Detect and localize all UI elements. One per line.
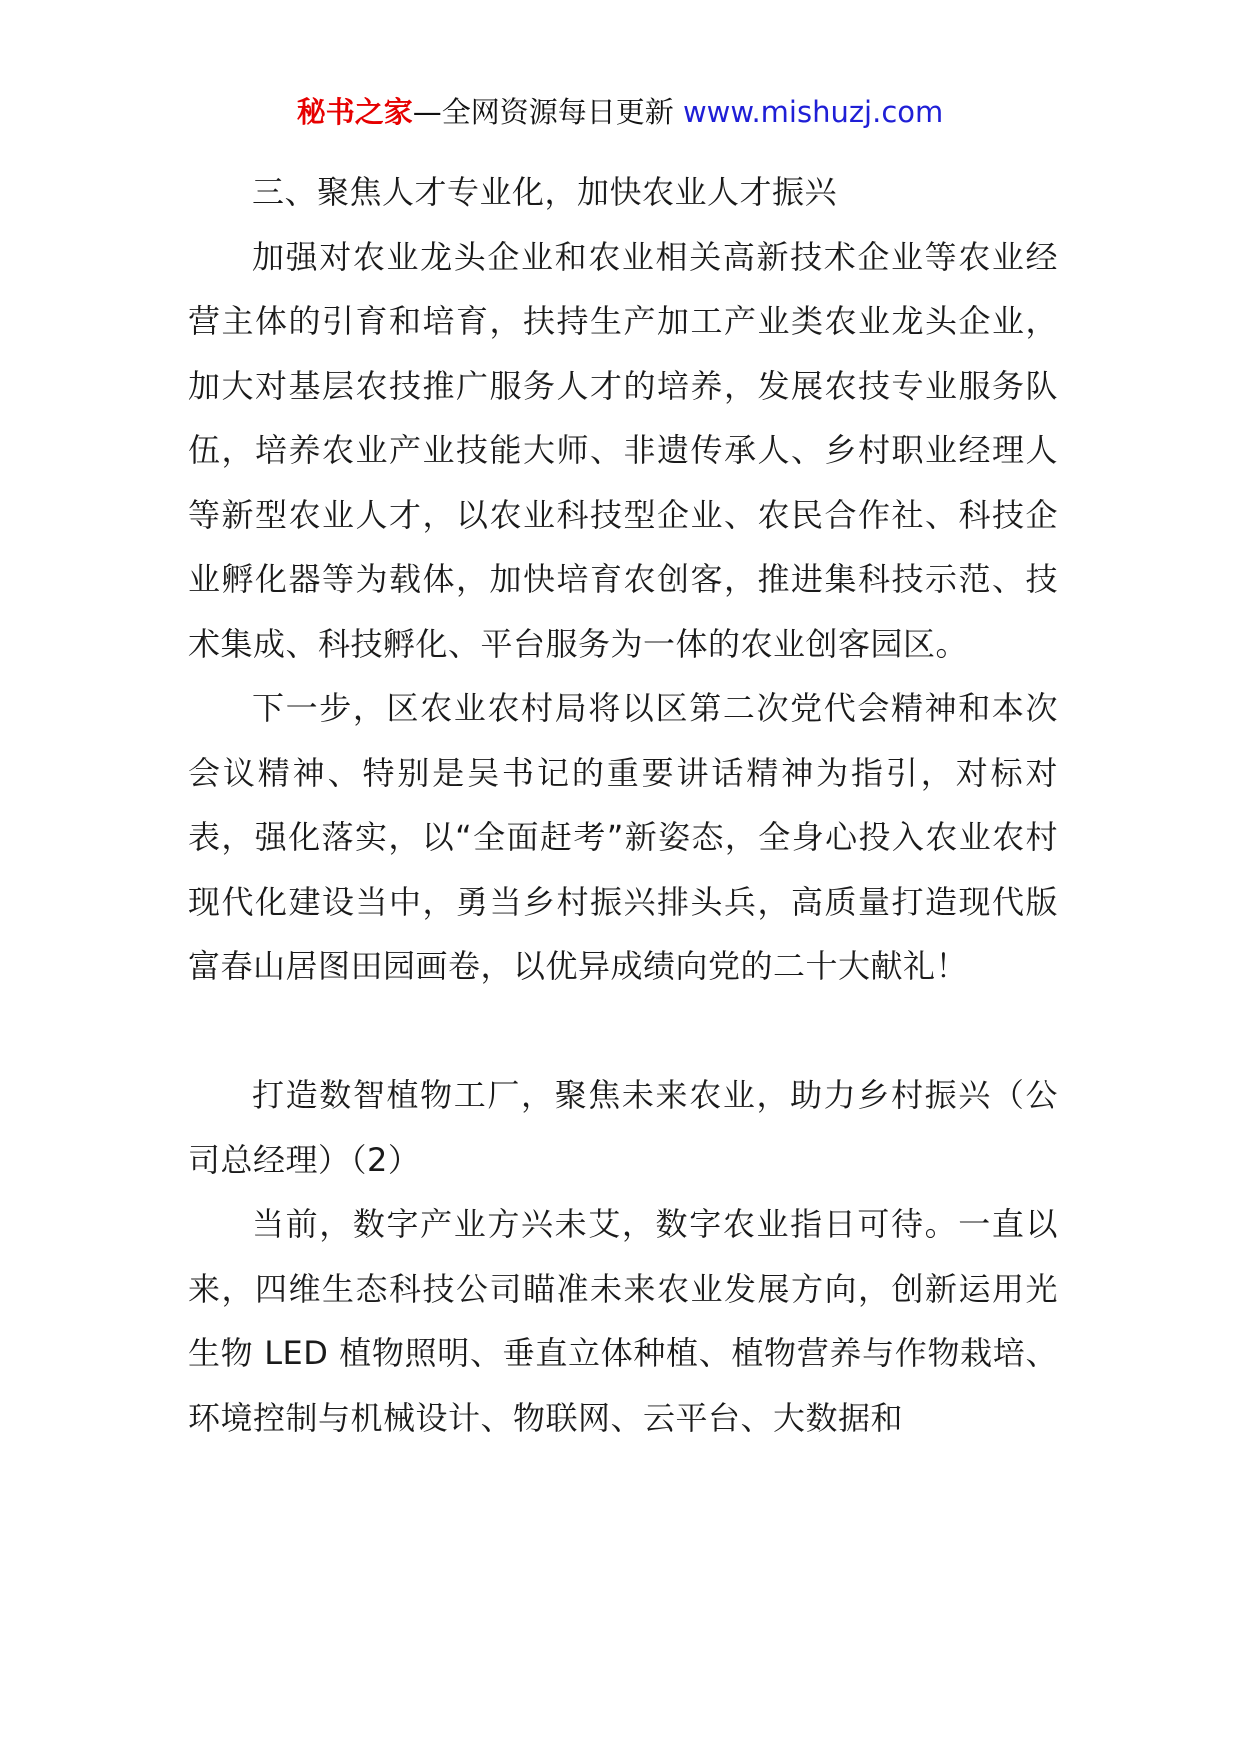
section-heading: 三、聚焦人才专业化，加快农业人才振兴	[252, 173, 838, 211]
site-header	[0, 92, 1240, 132]
brand-name: 秘书之家	[296, 95, 413, 129]
paragraph: 下一步，区农业农村局将以区第二次党代会精神和本次会议精神、特别是吴书记的重要讲话精神为指引，对标对表，强化落实，以“全面赶考”新姿态，全身心投入农业农村现代化建设当中，勇当乡村振兴排头兵，高质量打造现代版富春山居图田园画卷，以优异成绩向党的二十大献礼！	[188, 689, 1058, 985]
paragraph-spacer	[188, 999, 1058, 1064]
document-body	[188, 160, 1058, 1450]
site-url-link[interactable]: www.mishuzj.com	[682, 95, 944, 129]
article-title: 打造数智植物工厂，聚焦未来农业，助力乡村振兴（公司总经理）（2）	[188, 1076, 1058, 1179]
header-slogan: —全网资源每日更新	[412, 95, 674, 129]
paragraph: 当前，数字产业方兴未艾，数字农业指日可待。一直以来，四维生态科技公司瞄准未来农业发展方向，创新运用光生物 LED 植物照明、垂直立体种植、植物营养与作物栽培、环境控制与机械设计、物联网、云平台、大数据和	[188, 1205, 1058, 1437]
paragraph: 加强对农业龙头企业和农业相关高新技术企业等农业经营主体的引育和培育，扶持生产加工产业类农业龙头企业，加大对基层农技推广服务人才的培养，发展农技专业服务队伍，培养农业产业技能大师、非遗传承人、乡村职业经理人等新型农业人才，以农业科技型企业、农民合作社、科技企业孵化器等为载体，加快培育农创客，推进集科技示范、技术集成、科技孵化、平台服务为一体的农业创客园区。	[188, 237, 1058, 663]
